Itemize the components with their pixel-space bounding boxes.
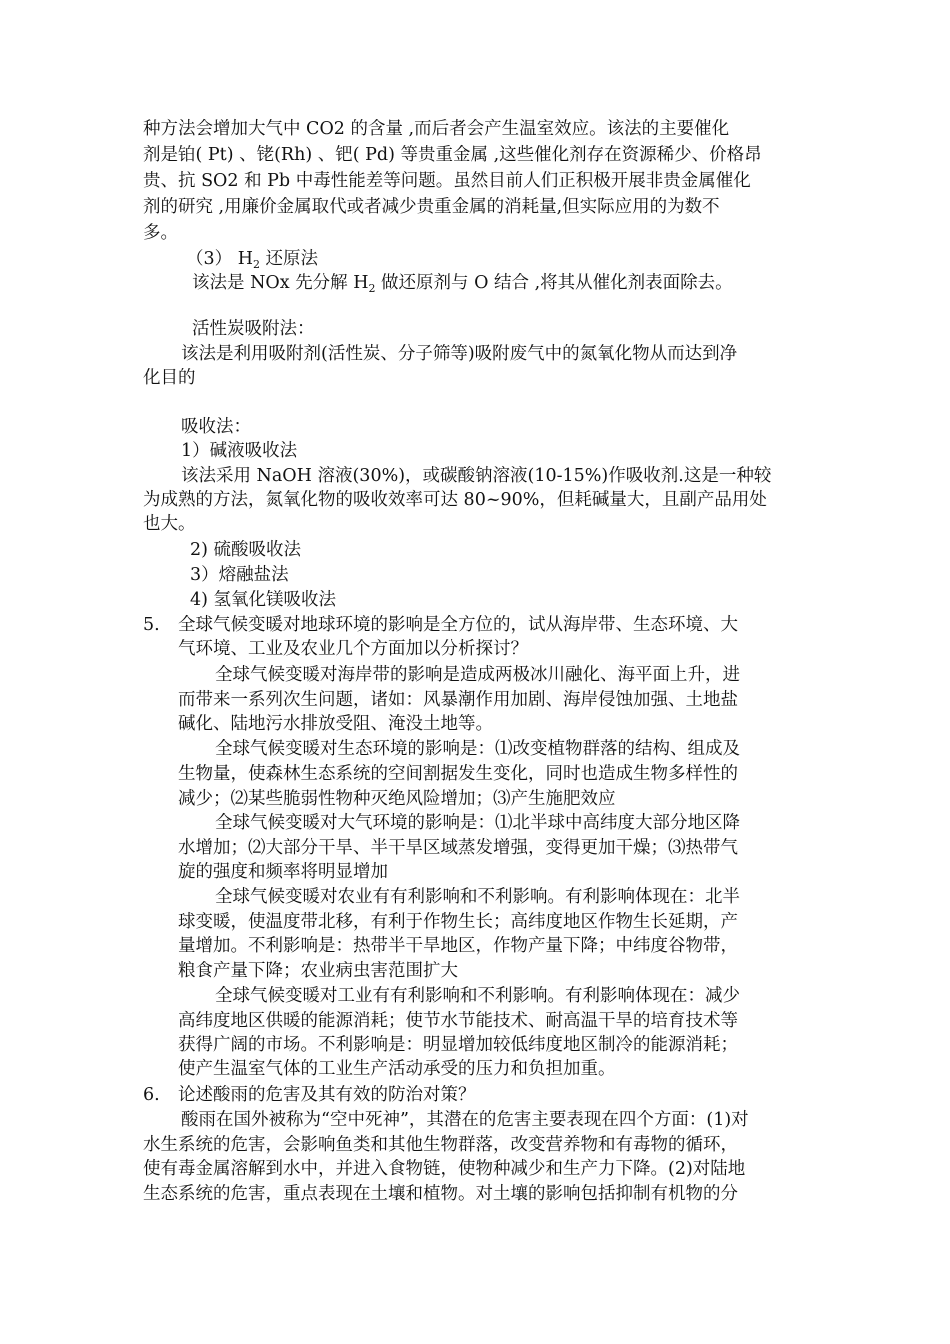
heading-text: （3） H xyxy=(186,249,253,269)
answer-line: 使有毒金属溶解到水中，并进入食物链，使物种减少和生产力下降。(2)对陆地 xyxy=(143,1159,746,1179)
question-text: 论述酸雨的危害及其有效的防治对策？ xyxy=(178,1085,476,1105)
subscript: 2 xyxy=(252,258,260,271)
answer-line: 高纬度地区供暖的能源消耗；使节水节能技术、耐高温干旱的培育技术等 xyxy=(178,1011,738,1031)
answer-line: 全球气候变暖对生态环境的影响是：⑴改变植物群落的结构、组成及 xyxy=(215,739,740,759)
answer-line: 水增加；⑵大部分干旱、半干旱区域蒸发增强，变得更加干燥；⑶热带气 xyxy=(178,838,738,858)
answer-line: 量增加。不利影响是：热带半干旱地区，作物产量下降；中纬度谷物带， xyxy=(178,936,738,956)
paragraph-line: 多。 xyxy=(143,223,178,243)
answer-line: 使产生温室气体的工业生产活动承受的压力和负担加重。 xyxy=(178,1059,616,1079)
heading-text: 还原法 xyxy=(259,249,319,269)
paragraph-line: 化目的 xyxy=(143,368,196,388)
answer-line: 粮食产量下降；农业病虫害范围扩大 xyxy=(178,961,458,981)
list-item: 3）熔融盐法 xyxy=(190,565,289,585)
question-text: 全球气候变暖对地球环境的影响是全方位的，试从海岸带、生态环境、大 xyxy=(178,615,738,635)
answer-line: 减少；⑵某些脆弱性物种灭绝风险增加；⑶产生施肥效应 xyxy=(178,789,616,809)
section-heading-absorption: 吸收法： xyxy=(181,417,251,437)
question-number: 5. xyxy=(143,615,160,635)
paragraph-line: 剂的研究 ,用廉价金属取代或者减少贵重金属的消耗量,但实际应用的为数不 xyxy=(143,197,720,217)
answer-line: 全球气候变暖对工业有有利影响和不利影响。有利影响体现在：减少 xyxy=(215,986,740,1006)
answer-line: 旋的强度和频率将明显增加 xyxy=(178,862,388,882)
list-item: 4) 氢氧化镁吸收法 xyxy=(190,590,337,610)
answer-line: 生物量，使森林生态系统的空间割据发生变化，同时也造成生物多样性的 xyxy=(178,764,738,784)
paragraph-line: 贵、抗 SO2 和 Pb 中毒性能差等问题。虽然目前人们正积极开展非贵金属催化 xyxy=(143,171,751,191)
text-run: 做还原剂与 O 结合 ,将其从催化剂表面除去。 xyxy=(375,273,733,293)
paragraph-line: 种方法会增加大气中 CO2 的含量 ,而后者会产生温室效应。该法的主要催化 xyxy=(143,119,730,139)
subscript: 2 xyxy=(368,282,376,295)
answer-line: 全球气候变暖对海岸带的影响是造成两极冰川融化、海平面上升，进 xyxy=(215,665,740,685)
answer-line: 水生系统的危害，会影响鱼类和其他生物群落，改变营养物和有毒物的循环， xyxy=(143,1135,738,1155)
list-item: 2) 硫酸吸收法 xyxy=(190,540,302,560)
paragraph-line: 剂是铂( Pt) 、铑(Rh) 、钯( Pd) 等贵重金属 ,这些催化剂存在资源稀少、价格昂 xyxy=(143,145,762,165)
paragraph-line: 为成熟的方法，氮氧化物的吸收效率可达 80~90%，但耗碱量大，且副产品用处 xyxy=(143,490,767,510)
answer-line: 生态系统的危害，重点表现在土壤和植物。对土壤的影响包括抑制有机物的分 xyxy=(143,1184,738,1204)
answer-line: 获得广阔的市场。不利影响是：明显增加较低纬度地区制冷的能源消耗； xyxy=(178,1035,738,1055)
question-number: 6. xyxy=(143,1085,160,1105)
answer-line: 酸雨在国外被称为“空中死神”，其潜在的危害主要表现在四个方面：(1)对 xyxy=(181,1110,749,1130)
paragraph-line: 也大。 xyxy=(143,514,196,534)
paragraph-line xyxy=(192,270,733,296)
section-heading-activated-carbon: 活性炭吸附法： xyxy=(192,319,315,339)
text-run: 该法是 NOx 先分解 H xyxy=(192,273,369,293)
list-item: 1）碱液吸收法 xyxy=(181,441,298,461)
answer-line: 全球气候变暖对农业有有利影响和不利影响。有利影响体现在：北半 xyxy=(215,887,740,907)
section-heading-h2-reduction xyxy=(186,246,318,272)
answer-line: 全球气候变暖对大气环境的影响是：⑴北半球中高纬度大部分地区降 xyxy=(215,813,740,833)
question-text: 气环境、工业及农业几个方面加以分析探讨？ xyxy=(178,639,528,659)
answer-line: 而带来一系列次生问题，诸如：风暴潮作用加剧、海岸侵蚀加强、土地盐 xyxy=(178,690,738,710)
paragraph-line: 该法采用 NaOH 溶液(30%)，或碳酸钠溶液(10-15%)作吸收剂.这是一种较 xyxy=(181,466,772,486)
answer-line: 球变暖，使温度带北移，有利于作物生长；高纬度地区作物生长延期，产 xyxy=(178,912,738,932)
paragraph-line: 该法是利用吸附剂(活性炭、分子筛等)吸附废气中的氮氧化物从而达到净 xyxy=(181,344,738,364)
answer-line: 碱化、陆地污水排放受阻、淹没土地等。 xyxy=(178,714,493,734)
